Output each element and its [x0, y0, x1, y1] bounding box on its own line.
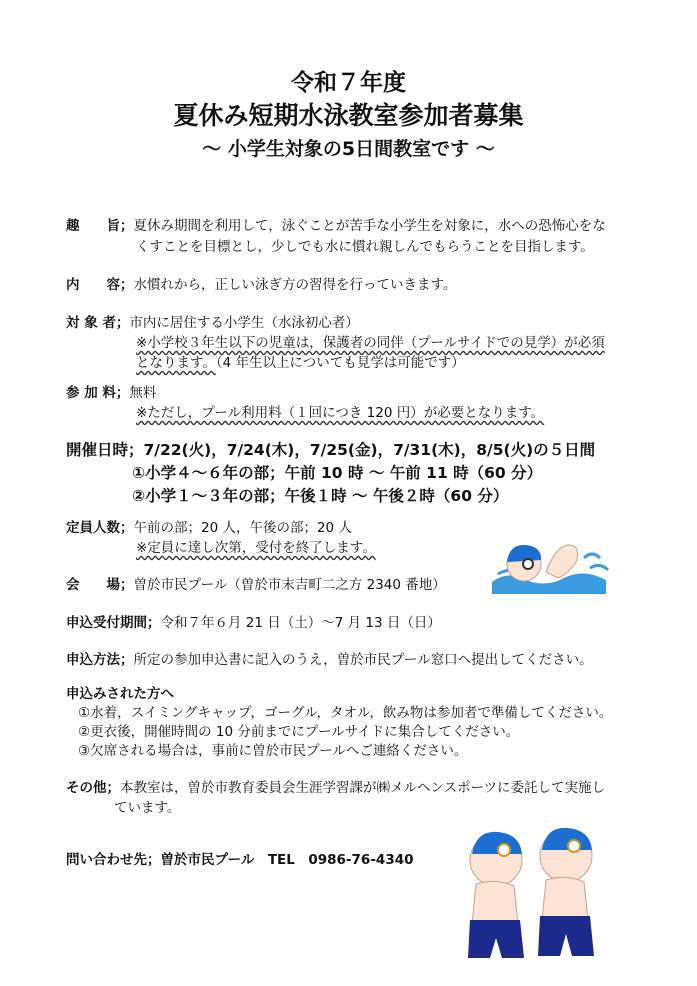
method-label: 申込方法； — [66, 652, 134, 668]
purpose-line1 — [66, 216, 666, 236]
other-text1: 本教室は，曽於市教育委員会生涯学習課が㈱メルヘンスポーツに委託して実施し — [120, 780, 606, 796]
fee-note — [136, 403, 697, 423]
schedule-dates: 7/22(火)，7/24(木)，7/25(金)，7/31(木)，8/5(火)の５日間 — [143, 441, 596, 459]
splash-right — [584, 554, 608, 570]
purpose-text1: 夏休み期間を利用して，泳ぐことが苦手な小学生を対象に，水への恐怖心をな — [133, 218, 606, 234]
other-row — [66, 778, 666, 798]
period-text: 令和７年６月 21 日（土）～7 月 13 日（日） — [160, 615, 441, 631]
target-row — [66, 313, 666, 333]
content-row — [66, 275, 666, 295]
kid-right-cap — [542, 828, 592, 850]
applicants-item-1: ①水着，スイミングキャップ，ゴーグル，タオル，飲み物は参加者で準備してください。 — [78, 705, 613, 721]
capacity-label: 定員人数； — [66, 520, 134, 536]
kid-right-goggles-icon — [568, 840, 580, 852]
applicants-heading: 申込みされた方へ — [66, 686, 174, 702]
purpose-label: 趣 旨； — [66, 218, 134, 234]
swimmer-illustration — [488, 528, 613, 598]
schedule-session2: ②小学１～３年の部；午後１時 ～ 午後２時（60 分） — [132, 487, 509, 505]
page-title: 夏休み短期水泳教室参加者募集 — [173, 101, 524, 130]
water-wave — [492, 573, 606, 594]
period-row — [66, 613, 666, 633]
purpose-line2: くすことを目標とし，少しでも水に慣れ親しんでもらうことを目指します。 — [136, 239, 594, 255]
kid-left — [468, 832, 524, 958]
other-label: その他； — [66, 780, 120, 796]
fee-row — [66, 383, 666, 403]
kid-left-body — [472, 881, 518, 924]
target-note2a-text: となります。 — [136, 355, 216, 371]
period-label: 申込受付期間； — [66, 615, 161, 631]
kid-right — [538, 828, 594, 956]
content-label: 内 容； — [66, 277, 134, 293]
applicants-item-2: ②更衣後，開催時間の 10 分前までにプールサイドに集合してください。 — [78, 724, 520, 740]
venue-text: 曽於市民プール（曽於市末吉町二之方 2340 番地） — [133, 577, 446, 593]
swim-cap — [507, 545, 541, 562]
target-note2b-text: （4 年生以上についても見学は可能です） — [215, 355, 465, 371]
fee-note-text: ※ただし，プール利用料（１回につき 120 円）が必要となります。 — [136, 405, 545, 421]
stretching-kids-illustration — [448, 820, 618, 970]
target-text: 市内に居住する小学生（水泳初心者） — [129, 315, 359, 331]
fee-label: 参 加 料； — [66, 385, 130, 401]
contact-text: 曽於市民プール TEL 0986-76-4340 — [160, 852, 414, 868]
other-line2: ています。 — [114, 800, 181, 816]
schedule-row — [66, 438, 666, 462]
venue-label: 会 場； — [66, 577, 134, 593]
goggles-icon — [523, 559, 533, 569]
swimmer-arm — [546, 545, 578, 578]
header-year: 令和７年度 — [291, 70, 406, 96]
kid-left-goggles-icon — [498, 844, 510, 856]
kid-left-swimsuit — [468, 920, 524, 958]
method-text: 所定の参加申込書に記入のうえ，曽於市民プール窓口へ提出してください。 — [133, 652, 593, 668]
contact-label: 問い合わせ先； — [66, 852, 161, 868]
target-note1 — [136, 333, 697, 353]
schedule-label: 開催日時； — [66, 441, 144, 459]
capacity-note-text: ※定員に達し次第，受付を終了します。 — [136, 540, 376, 556]
target-label: 対 象 者； — [66, 315, 130, 331]
kid-left-cap — [472, 832, 522, 854]
target-note2 — [136, 353, 697, 373]
method-row — [66, 650, 666, 670]
page-subtitle: ～ 小学生対象の5日間教室です ～ — [202, 138, 495, 160]
content-text: 水慣れから，正しい泳ぎ方の習得を行っていきます。 — [133, 277, 457, 293]
schedule-session1: ①小学４～６年の部；午前 10 時 ～ 午前 11 時（60 分） — [132, 464, 543, 482]
fee-text: 無料 — [129, 385, 157, 401]
kid-right-swimsuit — [538, 916, 594, 956]
kid-right-body — [542, 877, 588, 920]
capacity-text: 午前の部；20 人，午後の部；20 人 — [133, 520, 352, 536]
target-note1-text: ※小学校３年生以下の児童は，保護者の同伴（プールサイドでの見学）が必須 — [136, 335, 605, 351]
applicants-item-3: ③欠席される場合は，事前に曽於市民プールへご連絡ください。 — [78, 743, 468, 759]
